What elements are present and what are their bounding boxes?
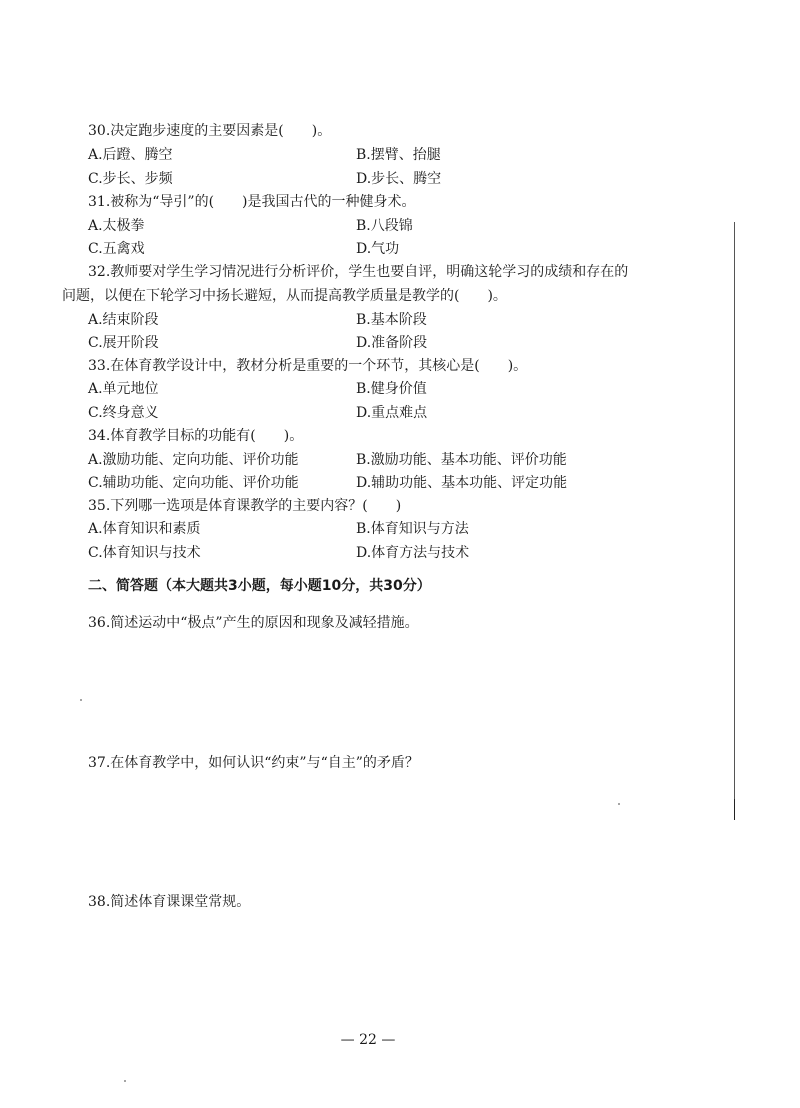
question-31-option-c: C.五禽戏: [88, 241, 145, 257]
question-35-option-a: A.体育知识和素质: [88, 521, 201, 537]
scan-speck: [80, 699, 82, 701]
margin-rule-tick: [734, 799, 735, 820]
margin-rule: [734, 222, 735, 820]
page-number: — 22 —: [340, 1032, 396, 1048]
question-32-stem: 32.教师要对学生学习情况进行分析评价，学生也要自评，明确这轮学习的成绩和存在的: [88, 264, 629, 280]
question-32-option-d: D.准备阶段: [356, 335, 428, 351]
scan-speck: [124, 1080, 126, 1082]
question-35-stem: 35.下列哪一选项是体育课教学的主要内容？( ): [88, 498, 402, 514]
question-36: 36.简述运动中“极点”产生的原因和现象及减轻措施。: [88, 615, 419, 631]
question-30-option-c: C.步长、步频: [88, 171, 173, 187]
question-35-option-d: D.体育方法与技术: [356, 545, 470, 561]
question-32-option-c: C.展开阶段: [88, 335, 159, 351]
section-2-heading: 二、简答题（本大题共3小题，每小题10分，共30分）: [88, 578, 431, 594]
question-32-option-a: A.结束阶段: [88, 312, 159, 328]
question-31-stem: 31.被称为“导引”的( )是我国古代的一种健身术。: [88, 194, 416, 210]
question-31-option-d: D.气功: [356, 241, 400, 257]
question-33-option-d: D.重点难点: [356, 405, 428, 421]
question-30-stem: 30.决定跑步速度的主要因素是( )。: [88, 123, 332, 139]
question-34-stem: 34.体育教学目标的功能有( )。: [88, 428, 304, 444]
question-34-option-c: C.辅助功能、定向功能、评价功能: [88, 475, 299, 491]
question-34-option-b: B.激励功能、基本功能、评价功能: [356, 452, 567, 468]
question-32-option-b: B.基本阶段: [356, 312, 427, 328]
question-35-option-c: C.体育知识与技术: [88, 545, 201, 561]
question-33-option-b: B.健身价值: [356, 381, 427, 397]
question-30-option-a: A.后蹬、腾空: [88, 147, 173, 163]
question-34-option-d: D.辅助功能、基本功能、评定功能: [356, 475, 568, 491]
question-33-option-a: A.单元地位: [88, 381, 159, 397]
question-33-stem: 33.在体育教学设计中，教材分析是重要的一个环节，其核心是( )。: [88, 358, 528, 374]
question-31-option-a: A.太极拳: [88, 218, 145, 234]
question-38: 38.简述体育课课堂常规。: [88, 894, 251, 910]
scan-speck: [618, 803, 620, 805]
question-34-option-a: A.激励功能、定向功能、评价功能: [88, 452, 299, 468]
question-31-option-b: B.八段锦: [356, 218, 413, 234]
question-37: 37.在体育教学中，如何认识“约束”与“自主”的矛盾？: [88, 755, 419, 771]
question-32-stem-continued: 问题，以便在下轮学习中扬长避短，从而提高教学质量是教学的( )。: [62, 288, 507, 304]
question-33-option-c: C.终身意义: [88, 405, 159, 421]
question-30-option-d: D.步长、腾空: [356, 171, 442, 187]
question-30-option-b: B.摆臂、抬腿: [356, 147, 441, 163]
question-35-option-b: B.体育知识与方法: [356, 521, 469, 537]
